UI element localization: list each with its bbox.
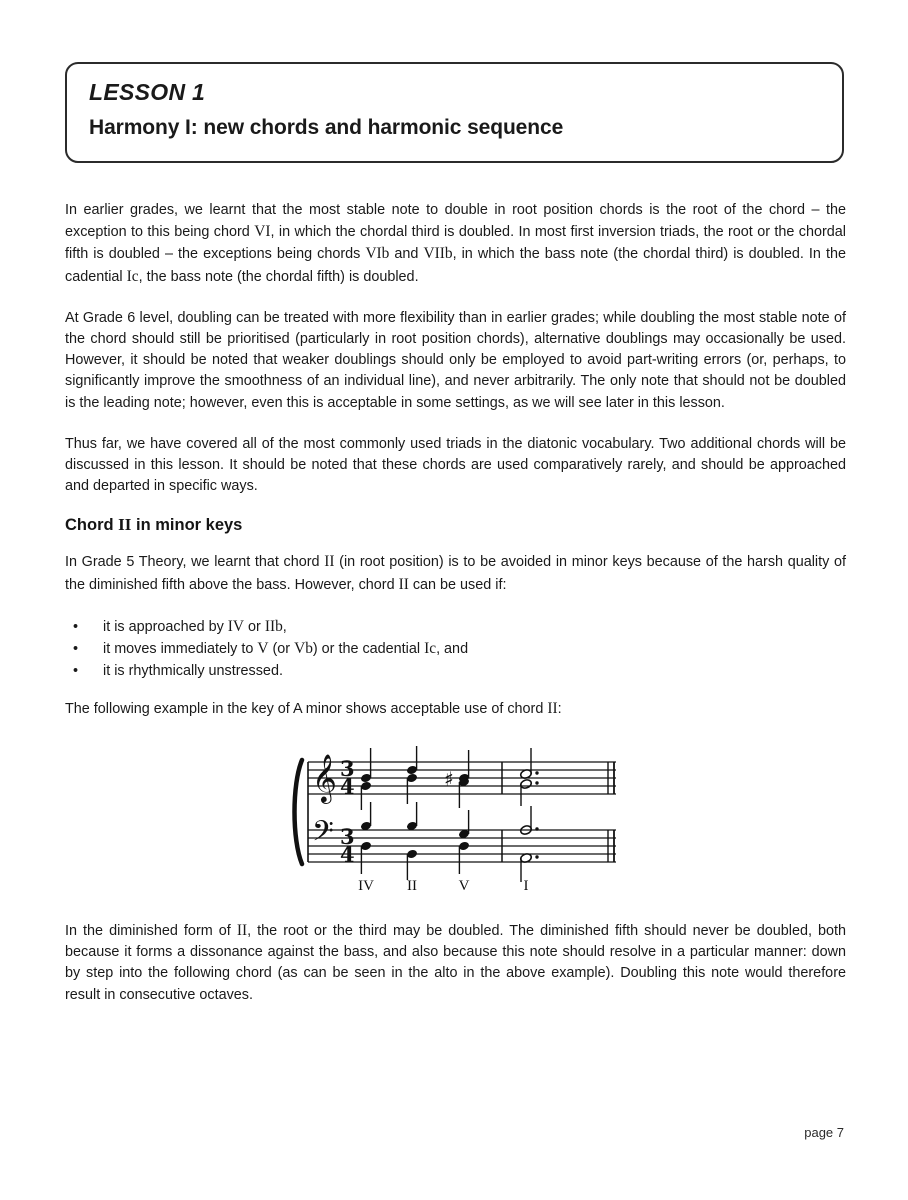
bullet-marker: • bbox=[73, 618, 79, 635]
roman-numeral: II bbox=[398, 575, 409, 593]
bullet-marker: • bbox=[73, 662, 79, 679]
chord-ii-conditions-list bbox=[65, 616, 846, 682]
svg-text:3: 3 bbox=[340, 756, 355, 781]
roman-numeral: IIb bbox=[264, 617, 283, 635]
text-run: can be used if: bbox=[408, 576, 507, 593]
text-run: , in which the bass note (the chordal third) is doubled. In the cadential bbox=[65, 246, 846, 285]
lesson-header-box bbox=[65, 62, 844, 163]
roman-numeral: II bbox=[118, 515, 132, 535]
text-run: The following example in the key of A minor shows acceptable use of chord bbox=[65, 700, 548, 717]
music-notation-svg bbox=[286, 744, 626, 894]
chord-3-notes bbox=[444, 750, 470, 874]
paragraph-grade6-flexibility: At Grade 6 level, doubling can be treated with more flexibility than in earlier grades; while doubling the most stable note of the chord should still be prioritised (particularly in root position chords), alternative doublings may occasionally be used. However, it should be noted that weaker doublings should only be employed to avoid part-writing errors (or, perhaps, to significantly improve the smoothness of an individual line), and never arbitrarily. The only note that should not be doubled is the leading note; however, even this is acceptable in some settings, as we will see later in this lesson. bbox=[65, 309, 846, 411]
chord-label: I bbox=[523, 878, 529, 894]
sharp-accidental-icon: ♯ bbox=[444, 767, 454, 791]
text-run: it is rhythmically unstressed. bbox=[103, 662, 283, 679]
text-run: , in which the chordal third is doubled. In most first inversion triads, the root or the chordal fifth is doubled – the exceptions being chords bbox=[65, 224, 847, 263]
roman-numeral: II bbox=[236, 922, 248, 939]
chord-label: V bbox=[458, 878, 470, 894]
chord-1-notes bbox=[360, 748, 372, 874]
paragraph-triads-covered: Thus far, we have covered all of the most commonly used triads in the diatonic vocabulary. Two additional chords will be discussed in this lesson. It should be noted that these chords are used comparatively rarely, and should be approached and departed in specific ways. bbox=[65, 435, 846, 495]
text-run: In Grade 5 Theory, we learnt that chord bbox=[65, 554, 325, 571]
list-item bbox=[65, 616, 846, 638]
text-run: , and bbox=[436, 640, 469, 657]
svg-text:4: 4 bbox=[340, 842, 355, 867]
roman-numeral: IV bbox=[227, 617, 245, 635]
paragraph-doubling-rules bbox=[65, 200, 846, 288]
text-run: , the root or the third may be doubled. The diminished fifth should never be doubled, both because it forms a dissonance against the bass, and also because this note should resolve in a particular manner: down by step into the following chord (as can be seen in the alto in the above example). Doubling this note would therefore result in consecutive octaves. bbox=[65, 923, 846, 1003]
svg-text:3: 3 bbox=[340, 824, 355, 849]
text-run: (in root position) is to be avoided in minor keys because of the harsh quality of the diminished fifth above the bass. However, chord bbox=[65, 554, 846, 593]
text-run: or bbox=[244, 618, 265, 635]
paragraph-diminished-doubling bbox=[65, 920, 846, 1006]
roman-numeral: II bbox=[324, 553, 335, 571]
heading-text: in minor keys bbox=[131, 516, 243, 535]
bass-clef-icon: 𝄢 bbox=[312, 815, 334, 855]
post-example-text bbox=[65, 920, 846, 1026]
roman-numeral: V bbox=[257, 639, 269, 657]
text-run: it is approached by bbox=[103, 618, 228, 635]
roman-numeral: Ic bbox=[424, 639, 437, 657]
music-example bbox=[0, 744, 908, 894]
time-signature-bass bbox=[340, 824, 355, 867]
final-double-barline bbox=[608, 762, 614, 862]
paragraph-grade5-recap bbox=[65, 551, 846, 595]
list-item bbox=[65, 638, 846, 660]
roman-numeral: VIb bbox=[365, 245, 390, 263]
time-signature-treble bbox=[340, 756, 355, 799]
text-run: , bbox=[282, 618, 287, 635]
document-body bbox=[65, 200, 846, 740]
text-run: and bbox=[389, 246, 424, 263]
lesson-title: Harmony I: new chords and harmonic sequence bbox=[89, 116, 564, 139]
roman-numeral: Vb bbox=[294, 639, 313, 657]
system-brace bbox=[295, 760, 303, 864]
lesson-number: LESSON 1 bbox=[89, 79, 206, 105]
text-run: it moves immediately to bbox=[103, 640, 258, 657]
chord-2-notes bbox=[406, 746, 418, 880]
list-item bbox=[65, 660, 846, 682]
text-run: ) or the cadential bbox=[312, 640, 425, 657]
roman-numeral: VI bbox=[254, 223, 271, 241]
text-run: (or bbox=[268, 640, 295, 657]
treble-clef-icon: 𝄞 bbox=[312, 753, 337, 802]
section-heading-chord-ii bbox=[65, 515, 846, 535]
roman-numeral: Ic bbox=[126, 267, 139, 285]
chord-labels bbox=[358, 878, 528, 894]
roman-numeral: VIIb bbox=[423, 245, 453, 263]
chord-label: IV bbox=[358, 878, 374, 894]
paragraph-example-intro bbox=[65, 698, 846, 720]
roman-numeral: II bbox=[547, 699, 558, 717]
svg-text:4: 4 bbox=[340, 774, 355, 799]
text-run: , the bass note (the chordal fifth) is doubled. bbox=[138, 268, 419, 285]
chord-label: II bbox=[407, 878, 417, 894]
text-run: : bbox=[557, 700, 562, 717]
page-number: page 7 bbox=[804, 1125, 844, 1140]
bullet-marker: • bbox=[73, 640, 79, 657]
text-run: In earlier grades, we learnt that the most stable note to double in root position chords is the root of the chord – the exception to this being chord bbox=[65, 202, 846, 241]
heading-text: Chord bbox=[65, 516, 119, 535]
text-run: In the diminished form of bbox=[65, 923, 237, 939]
